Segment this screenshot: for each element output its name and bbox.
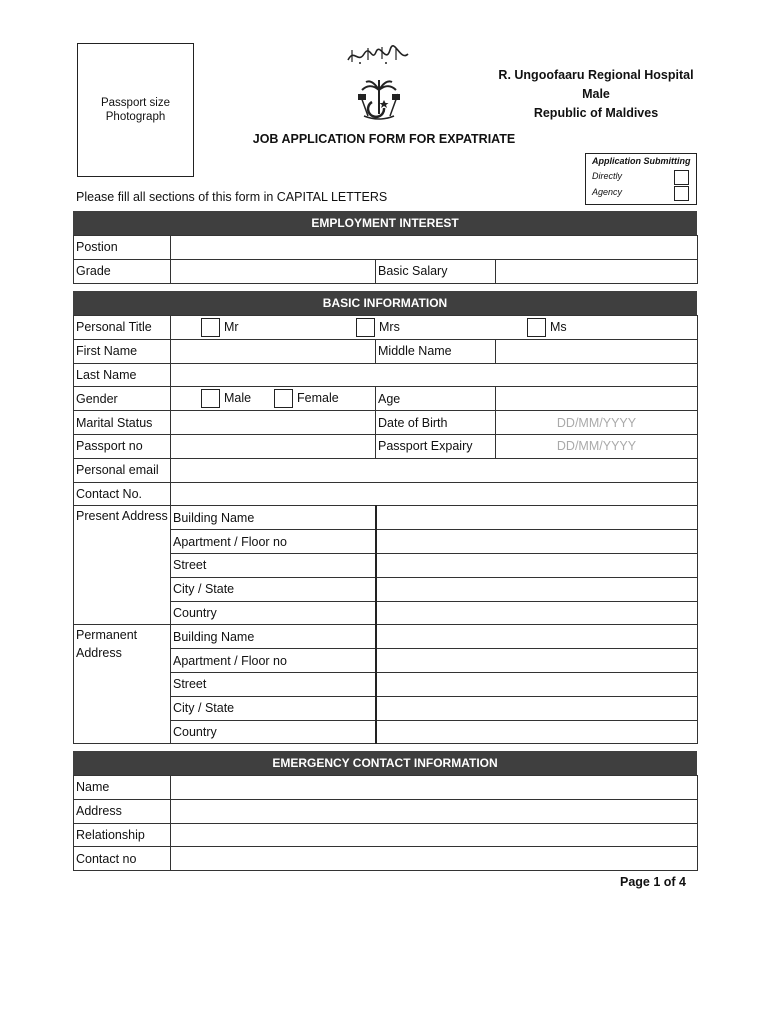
maldives-emblem-icon (354, 76, 404, 122)
agency-checkbox[interactable] (674, 186, 689, 201)
permanent-city-field[interactable] (376, 696, 698, 720)
permanent-country-label: Country (171, 720, 376, 744)
basic-salary-label: Basic Salary (376, 259, 496, 283)
application-submitting-box (585, 153, 697, 205)
permanent-street-field[interactable] (376, 672, 698, 696)
permanent-street-label: Street (171, 672, 376, 696)
mr-checkbox[interactable] (201, 318, 220, 337)
employment-interest-table (73, 235, 698, 284)
employment-interest-header: EMPLOYMENT INTEREST (73, 211, 697, 235)
personal-email-label: Personal email (74, 458, 171, 482)
grade-label: Grade (74, 259, 171, 283)
page-number: Page 1 of 4 (620, 875, 686, 889)
present-city-label: City / State (171, 577, 376, 601)
position-label: Postion (74, 236, 171, 260)
hospital-name: R. Ungoofaaru Regional Hospital (498, 68, 694, 82)
grade-field[interactable] (171, 259, 376, 283)
mrs-checkbox[interactable] (356, 318, 375, 337)
emergency-relationship-field[interactable] (171, 823, 698, 847)
personal-email-field[interactable] (171, 458, 698, 482)
permanent-building-field[interactable] (376, 625, 698, 649)
permanent-address-label: Permanent Address (74, 625, 171, 744)
present-country-field[interactable] (376, 601, 698, 625)
gender-male-option[interactable] (201, 389, 251, 408)
gender-label: Gender (74, 387, 171, 411)
passport-no-field[interactable] (171, 434, 376, 458)
contact-no-label: Contact No. (74, 482, 171, 506)
ms-label: Ms (550, 319, 567, 334)
female-checkbox[interactable] (274, 389, 293, 408)
directly-checkbox[interactable] (674, 170, 689, 185)
present-building-label: Building Name (171, 506, 376, 530)
passport-no-label: Passport no (74, 434, 171, 458)
agency-label: Agency (592, 187, 623, 197)
title-mrs-option[interactable] (356, 318, 400, 337)
middle-name-field[interactable] (496, 339, 698, 363)
personal-title-label: Personal Title (74, 316, 171, 340)
personal-title-options (171, 316, 698, 340)
male-checkbox[interactable] (201, 389, 220, 408)
present-address-label: Present Address (74, 506, 171, 625)
basic-salary-field[interactable] (496, 259, 698, 283)
passport-expiry-label: Passport Expairy (376, 434, 496, 458)
age-field[interactable] (496, 387, 698, 411)
submitting-title: Application Submitting (592, 156, 691, 166)
present-apartment-label: Apartment / Floor no (171, 530, 376, 554)
emergency-contact-no-label: Contact no (74, 847, 171, 871)
hospital-country: Republic of Maldives (533, 106, 659, 120)
permanent-city-label: City / State (171, 696, 376, 720)
hospital-address (480, 66, 712, 123)
emergency-contact-no-field[interactable] (171, 847, 698, 871)
last-name-field[interactable] (171, 363, 698, 387)
marital-status-label: Marital Status (74, 411, 171, 435)
bismillah-calligraphy (346, 44, 410, 66)
emergency-name-field[interactable] (171, 776, 698, 800)
present-country-label: Country (171, 601, 376, 625)
title-mr-option[interactable] (201, 318, 239, 337)
permanent-apartment-label: Apartment / Floor no (171, 649, 376, 673)
present-street-label: Street (171, 553, 376, 577)
emergency-contact-table (73, 775, 698, 871)
instruction-text: Please fill all sections of this form in CAPITAL LETTERS (76, 190, 388, 204)
permanent-building-label: Building Name (171, 625, 376, 649)
present-apartment-field[interactable] (376, 530, 698, 554)
gender-female-option[interactable] (274, 389, 339, 408)
position-field[interactable] (171, 236, 698, 260)
first-name-label: First Name (74, 339, 171, 363)
male-label: Male (224, 391, 252, 406)
form-title: JOB APPLICATION FORM FOR EXPATRIATE (252, 132, 516, 146)
dob-label: Date of Birth (376, 411, 496, 435)
middle-name-label: Middle Name (376, 339, 496, 363)
emergency-name-label: Name (74, 776, 171, 800)
title-ms-option[interactable] (527, 318, 567, 337)
age-label: Age (376, 387, 496, 411)
emergency-relationship-label: Relationship (74, 823, 171, 847)
mrs-label: Mrs (379, 319, 400, 334)
last-name-label: Last Name (74, 363, 171, 387)
passport-photo-box[interactable] (77, 43, 194, 177)
photo-label-line2: Photograph (105, 111, 166, 123)
passport-expiry-field[interactable]: DD/MM/YYYY (496, 434, 698, 458)
present-city-field[interactable] (376, 577, 698, 601)
permanent-apartment-field[interactable] (376, 649, 698, 673)
directly-label: Directly (592, 171, 623, 181)
present-building-field[interactable] (376, 506, 698, 530)
emergency-contact-header: EMERGENCY CONTACT INFORMATION (73, 751, 697, 775)
present-street-field[interactable] (376, 553, 698, 577)
emergency-address-label: Address (74, 799, 171, 823)
marital-status-field[interactable] (171, 411, 376, 435)
gender-options (171, 387, 376, 411)
mr-label: Mr (224, 319, 239, 334)
ms-checkbox[interactable] (527, 318, 546, 337)
hospital-city: Male (582, 87, 610, 101)
dob-field[interactable]: DD/MM/YYYY (496, 411, 698, 435)
first-name-field[interactable] (171, 339, 376, 363)
photo-label-line1: Passport size (100, 97, 171, 109)
basic-information-table (73, 315, 698, 744)
female-label: Female (297, 391, 339, 406)
contact-no-field[interactable] (171, 482, 698, 506)
permanent-country-field[interactable] (376, 720, 698, 744)
basic-information-header: BASIC INFORMATION (73, 291, 697, 315)
emergency-address-field[interactable] (171, 799, 698, 823)
